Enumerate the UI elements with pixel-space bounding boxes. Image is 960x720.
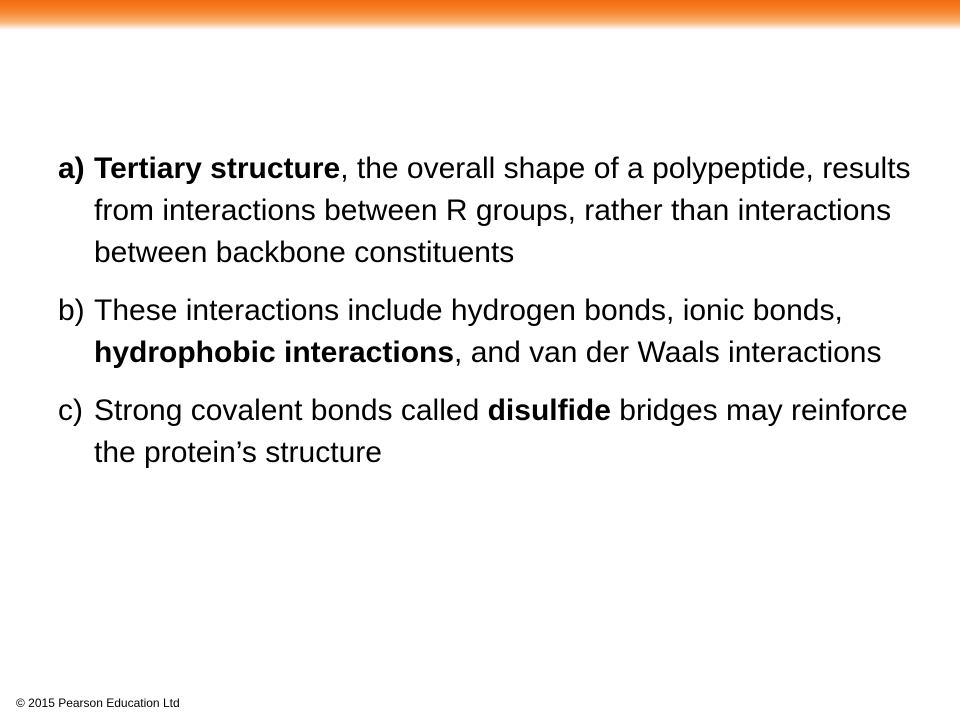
item-text-pre: Strong covalent bonds called [94, 394, 488, 427]
item-text-pre: These interactions include hydrogen bonds, ionic bonds, [94, 294, 843, 327]
item-text-post: , and van der Waals interactions [454, 336, 882, 369]
copyright-notice: © 2015 Pearson Education Ltd [16, 696, 180, 710]
list-marker: b) [58, 294, 85, 327]
key-term: Tertiary structure [94, 152, 341, 185]
list-marker: c) [58, 394, 83, 427]
list-item-text [94, 390, 938, 474]
list-item-text [94, 290, 938, 374]
item-text-rest: , the overall shape of a polypeptide, results from interactions between R groups, rather than interactions between backbone constituents [94, 152, 911, 269]
bullet-list [58, 148, 938, 490]
list-item-b [58, 290, 938, 374]
list-item-a [58, 148, 938, 274]
item-text-post: bridges may reinforce the protein’s structure [94, 394, 908, 469]
list-item-text [94, 148, 938, 274]
top-accent-bar [0, 0, 960, 30]
key-term: disulfide [487, 394, 611, 427]
list-item-c [58, 390, 938, 474]
list-marker: a) [58, 152, 85, 185]
key-term: hydrophobic interactions [94, 336, 455, 369]
